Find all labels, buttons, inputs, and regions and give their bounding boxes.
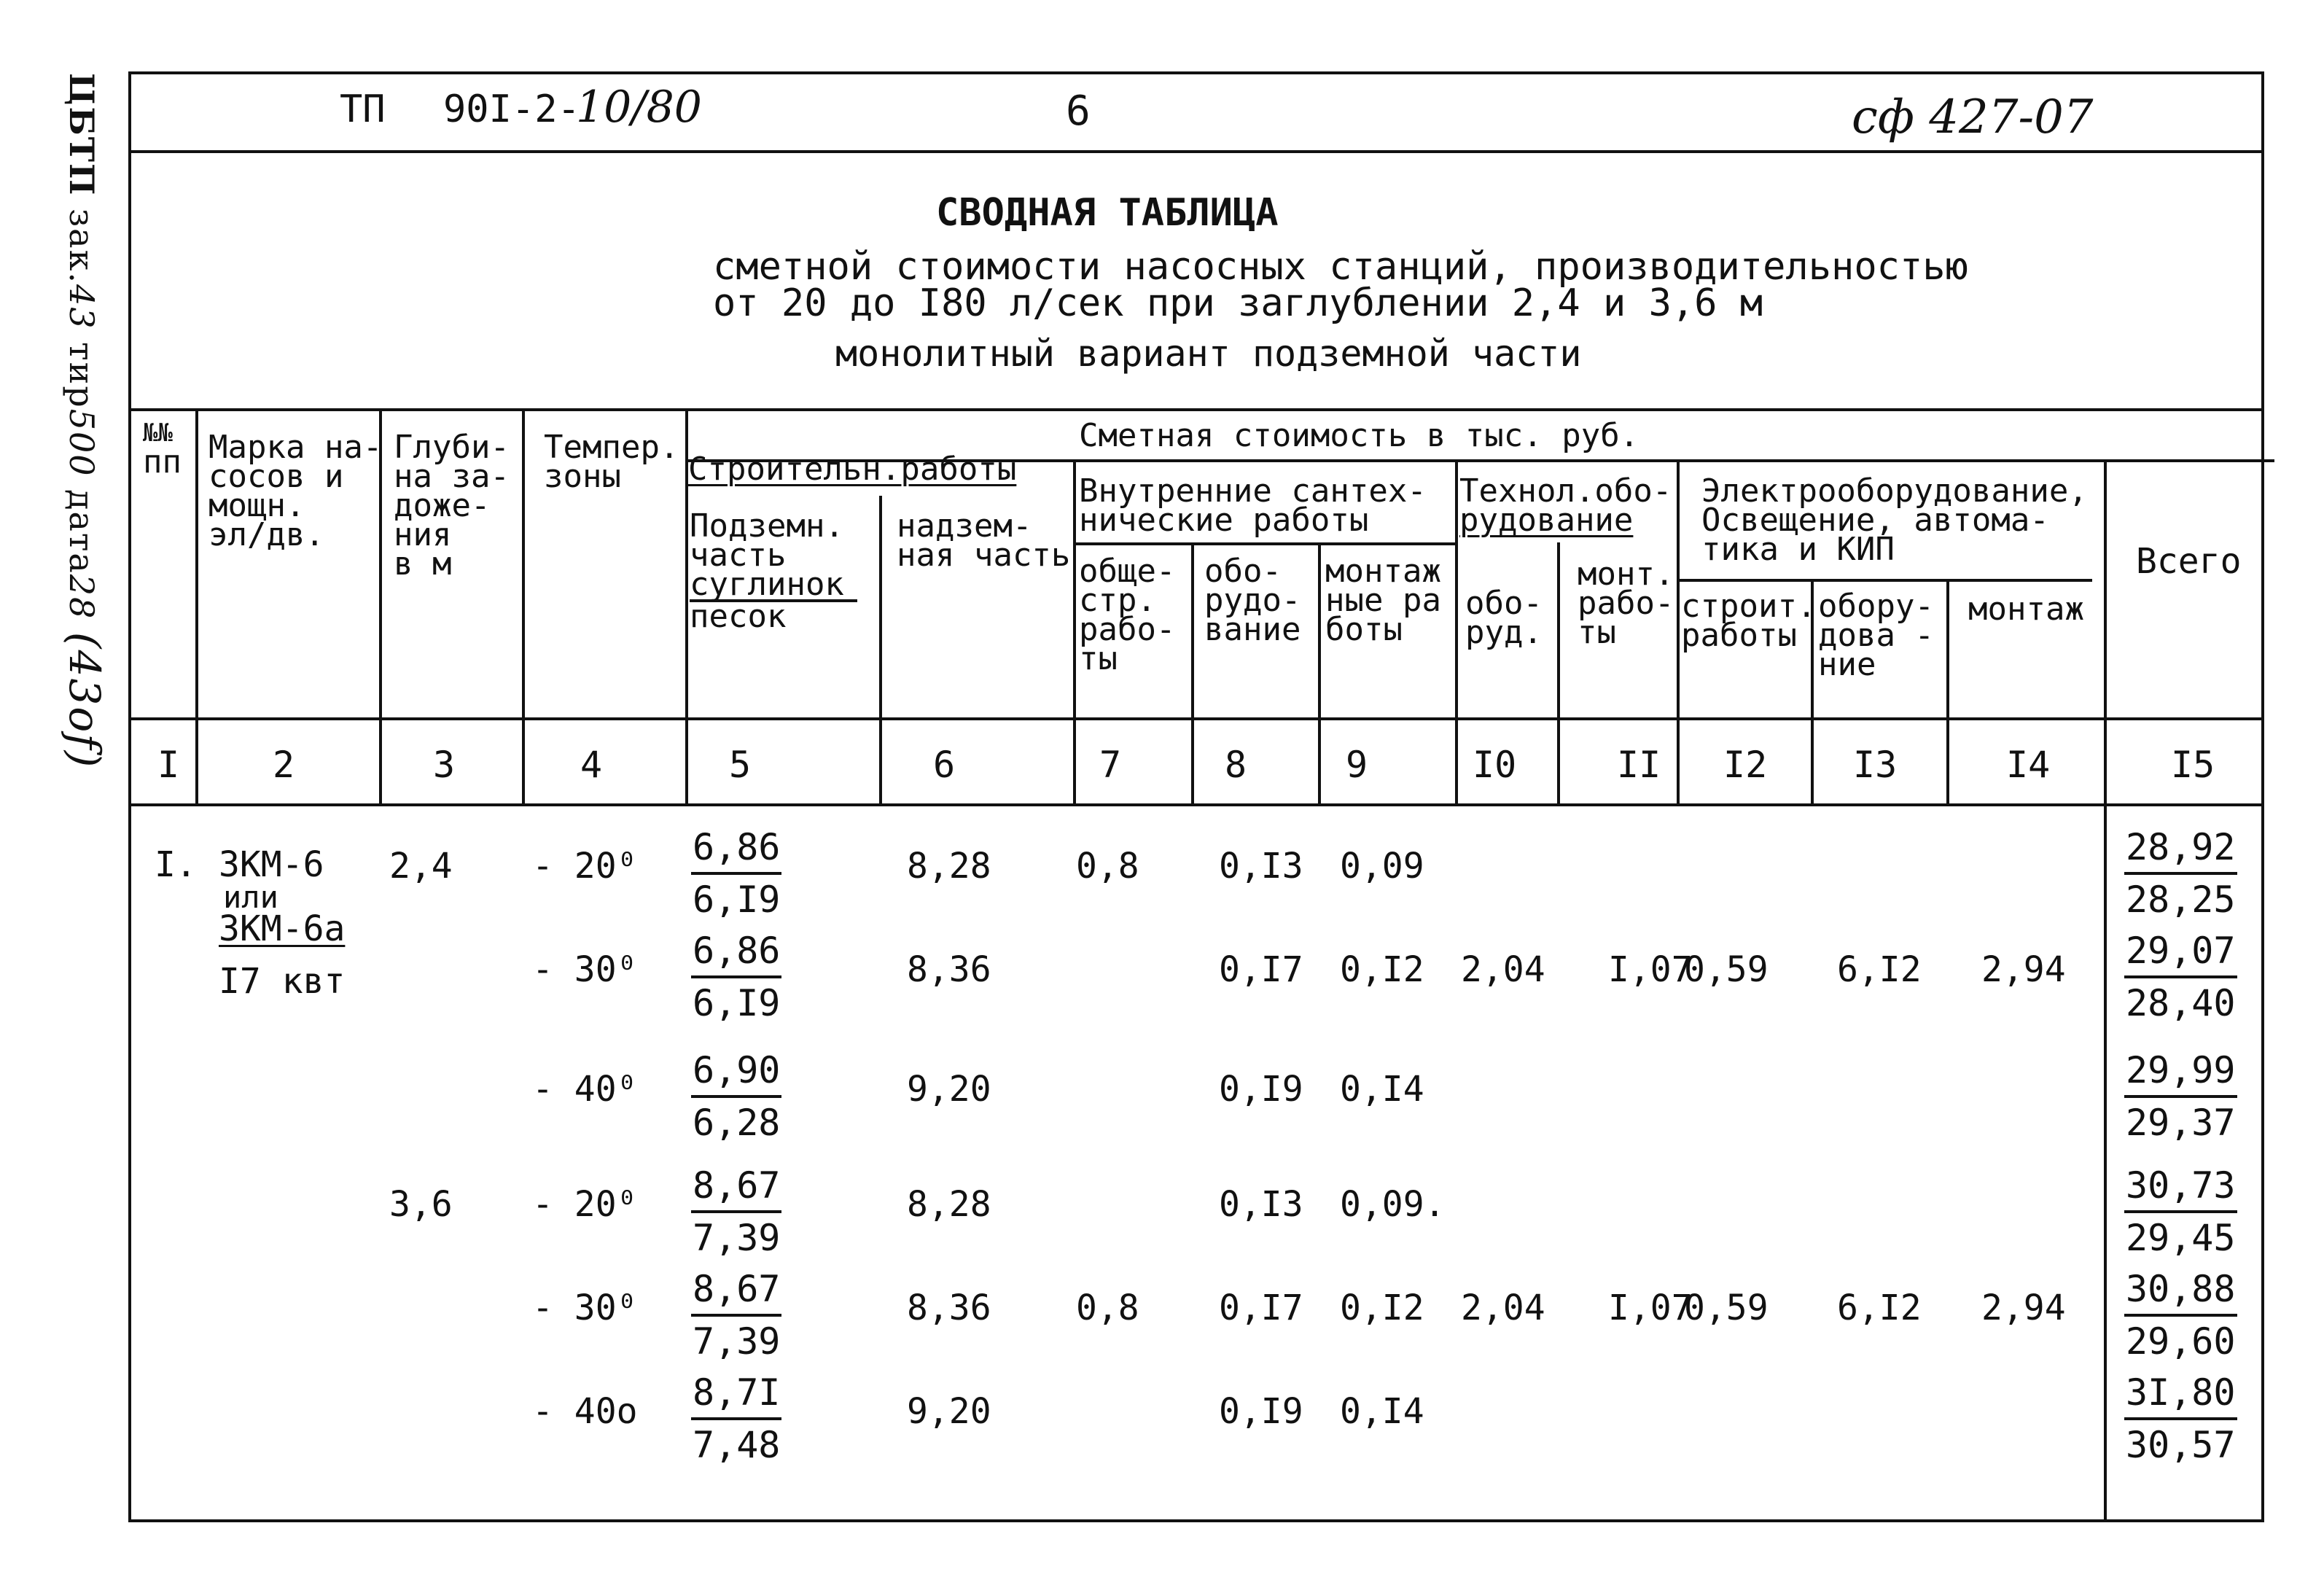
aboveground-cell: 8,28	[907, 846, 991, 887]
series-handwritten: 10/80	[576, 82, 702, 133]
total-cost-cell-top: 30,73	[2124, 1165, 2237, 1213]
header-underground: Подземн. часть суглинок песок	[690, 512, 857, 631]
colnum-5: 5	[729, 744, 752, 786]
header-gen-constr: обще- стр. рабо- ты	[1079, 553, 1176, 677]
sanitary-equip-cell: 0,I7	[1219, 1288, 1303, 1328]
page-number: 6	[1066, 87, 1091, 135]
side-date: 28	[62, 574, 101, 620]
electro-constr-cell: 0,59	[1684, 949, 1769, 990]
total-cost-cell	[2124, 1050, 2237, 1143]
colnum-14: I4	[2006, 744, 2051, 786]
side-date-label: дата	[62, 489, 101, 575]
title-line-3: монолитный вариант подземной части	[835, 332, 1582, 375]
total-cost-cell-top: 3I,80	[2124, 1372, 2237, 1420]
document-code: сф 427-07	[1852, 90, 2094, 144]
aboveground-cell: 8,36	[907, 949, 991, 990]
colnum-10: I0	[1473, 744, 1517, 786]
row-group-number: I.	[155, 844, 197, 885]
aboveground-cell: 8,28	[907, 1184, 991, 1225]
tech-equip-cell: 2,04	[1461, 949, 1545, 990]
header-depth: Глуби- на за- доже- ния в м	[394, 429, 510, 583]
tech-install-cell: I,07	[1608, 949, 1693, 990]
underground-cost-cell-bottom: 7,39	[693, 1320, 781, 1363]
underground-cost-cell	[691, 1165, 781, 1258]
underground-cost-cell-top: 8,67	[691, 1165, 781, 1213]
col-line-10	[1557, 542, 1560, 803]
col-line-6	[1073, 459, 1076, 803]
header-brand: Марка на- сосов и мощн. эл/дв.	[208, 429, 383, 553]
underground-cost-cell	[691, 827, 781, 920]
total-cost-cell-top: 29,07	[2124, 930, 2237, 978]
colnum-1: I	[157, 744, 180, 786]
series-printed: 90I-2-	[443, 87, 580, 131]
divider-top	[128, 150, 2264, 153]
temp-zone-cell: - 20⁰	[532, 1184, 638, 1225]
pump-brand-1: ЗКМ-6	[219, 844, 324, 885]
header-no: №№ пп	[143, 418, 182, 480]
underground-cost-cell-top: 8,7I	[691, 1372, 781, 1420]
header-total: Всего	[2136, 541, 2242, 582]
header-install-14: монтаж	[1968, 591, 2084, 628]
total-cost-cell-bottom: 30,57	[2126, 1424, 2236, 1466]
colnum-12: I2	[1723, 744, 1768, 786]
sanitary-install-cell: 0,I2	[1340, 1288, 1424, 1328]
sanitary-equip-cell: 0,I3	[1219, 846, 1303, 887]
aboveground-cell: 8,36	[907, 1288, 991, 1328]
motor-power: I7 квт	[219, 961, 346, 1002]
header-constr-12: строит. работы	[1681, 588, 1817, 654]
electro-equip-cell: 6,I2	[1837, 1288, 1922, 1328]
col-line-9	[1455, 459, 1458, 803]
header-construction: Строительн.работы	[688, 451, 1017, 488]
header-electro: Электрооборудование, Освещение, автома- тика и КИП	[1701, 472, 2088, 568]
side-note	[60, 73, 109, 768]
underground-cost-cell	[691, 1050, 781, 1143]
underground-cost-cell-top: 8,67	[691, 1269, 781, 1317]
underground-cost-cell-top: 6,86	[691, 930, 781, 978]
sanitary-install-cell: 0,09	[1340, 846, 1424, 887]
side-run-no: 500	[62, 408, 101, 478]
total-cost-cell-bottom: 29,37	[2126, 1102, 2236, 1144]
sanitary-install-cell: 0,09.	[1340, 1184, 1446, 1225]
col-line-14	[2104, 459, 2107, 1522]
side-extra: (43of)	[60, 631, 109, 769]
depth-cell: 2,4	[389, 846, 453, 887]
tech-install-cell: I,07	[1608, 1288, 1693, 1328]
tech-equip-cell: 2,04	[1461, 1288, 1545, 1328]
total-cost-cell	[2124, 1372, 2237, 1465]
side-order-label: зак.	[62, 209, 101, 284]
temp-zone-cell: - 30⁰	[532, 949, 638, 990]
sanitary-equip-cell: 0,I3	[1219, 1184, 1303, 1225]
colnum-11: II	[1617, 744, 1661, 786]
temp-zone-cell: - 40⁰	[532, 1069, 638, 1110]
electro-underline	[1677, 579, 2092, 582]
underground-cost-cell	[691, 1372, 781, 1465]
underground-cost-cell-bottom: 6,28	[693, 1102, 781, 1144]
temp-zone-cell: - 40о	[532, 1391, 638, 1432]
side-order-no: 43	[62, 284, 101, 330]
underground-cost-cell-bottom: 7,39	[693, 1217, 781, 1259]
underground-cost-cell-top: 6,86	[691, 827, 781, 875]
underground-cost-cell-bottom: 7,48	[693, 1424, 781, 1466]
electro-install-cell: 2,94	[1981, 1288, 2066, 1328]
header-install-9: монтаж ные ра боты	[1325, 553, 1441, 648]
sanitary-install-cell: 0,I4	[1340, 1069, 1424, 1110]
col-line-7	[1191, 542, 1194, 803]
colnum-4: 4	[580, 744, 603, 786]
aboveground-cell: 9,20	[907, 1069, 991, 1110]
side-stamp: ЦБТП	[62, 73, 101, 197]
sanitary-equip-cell: 0,I9	[1219, 1391, 1303, 1432]
total-cost-cell	[2124, 827, 2237, 920]
depth-cell: 3,6	[389, 1184, 453, 1225]
header-bottom-border	[128, 717, 2264, 720]
sanitary-install-cell: 0,I4	[1340, 1391, 1424, 1432]
total-cost-cell	[2124, 930, 2237, 1024]
header-cost: Сметная стоимость в тыс. руб.	[1079, 417, 1639, 454]
sanitary-underline	[1076, 542, 1455, 545]
colnum-3: 3	[433, 744, 456, 786]
sanitary-equip-cell: 0,I9	[1219, 1069, 1303, 1110]
tp-label: ТП	[340, 87, 386, 131]
gen-constr-cell: 0,8	[1076, 1288, 1139, 1328]
sanitary-install-cell: 0,I2	[1340, 949, 1424, 990]
electro-equip-cell: 6,I2	[1837, 949, 1922, 990]
header-equip-13: обору- дова - ние	[1818, 588, 1934, 683]
pump-brand-2: ЗКМ-6а	[219, 908, 346, 949]
electro-install-cell: 2,94	[1981, 949, 2066, 990]
colnum-bottom-border	[128, 803, 2264, 806]
colnum-2: 2	[273, 744, 295, 786]
underground-cost-cell-top: 6,90	[691, 1050, 781, 1098]
total-cost-cell-top: 30,88	[2124, 1269, 2237, 1317]
header-sanitary: Внутренние сантех- нические работы	[1079, 472, 1427, 539]
header-tech-equipment: Технол.обо- рудование	[1459, 472, 1672, 539]
table-title: СВОДНАЯ ТАБЛИЦА	[936, 191, 1279, 235]
underground-cost-cell-bottom: 6,I9	[693, 982, 781, 1024]
aboveground-cell: 9,20	[907, 1391, 991, 1432]
temp-zone-cell: - 30⁰	[532, 1288, 638, 1328]
total-cost-cell	[2124, 1165, 2237, 1258]
underground-cost-cell	[691, 1269, 781, 1362]
title-line-1: сметной стоимости насосных станций, производительностью	[713, 245, 1968, 289]
colnum-9: 9	[1346, 744, 1368, 786]
underground-cost-cell-bottom: 6,I9	[693, 879, 781, 921]
total-cost-cell-bottom: 28,25	[2126, 879, 2236, 921]
total-cost-cell-bottom: 29,60	[2126, 1320, 2236, 1363]
electro-constr-cell: 0,59	[1684, 1288, 1769, 1328]
header-install-11: монт. рабо- ты	[1578, 556, 1674, 651]
col-line-5	[879, 496, 882, 803]
colnum-13: I3	[1853, 744, 1898, 786]
col-line-3	[522, 408, 525, 803]
colnum-7: 7	[1099, 744, 1122, 786]
total-cost-cell-top: 28,92	[2124, 827, 2237, 875]
side-run-label: тир	[62, 342, 101, 409]
col-line-13	[1946, 579, 1949, 803]
total-cost-cell-bottom: 29,45	[2126, 1217, 2236, 1259]
total-cost-cell-bottom: 28,40	[2126, 982, 2236, 1024]
colnum-6: 6	[933, 744, 956, 786]
col-line-8	[1318, 542, 1321, 803]
total-cost-cell	[2124, 1269, 2237, 1362]
colnum-15: I5	[2171, 744, 2215, 786]
temp-zone-cell: - 20⁰	[532, 846, 638, 887]
table-top-border	[128, 408, 2264, 411]
colnum-8: 8	[1225, 744, 1247, 786]
header-aboveground: надзем- ная часть	[897, 507, 1071, 574]
title-line-2: от 20 до I80 л/сек при заглублении 2,4 и 3,6 м	[713, 281, 1763, 325]
underground-cost-cell	[691, 930, 781, 1024]
header-temp: Темпер. зоны	[544, 429, 679, 495]
pump-brand-or: или	[223, 879, 278, 915]
col-line-1	[195, 408, 198, 803]
col-line-11	[1677, 459, 1680, 803]
header-equip-10: обо- руд.	[1465, 585, 1543, 651]
gen-constr-cell: 0,8	[1076, 846, 1139, 887]
total-cost-cell-top: 29,99	[2124, 1050, 2237, 1098]
sanitary-equip-cell: 0,I7	[1219, 949, 1303, 990]
header-equipment-8: обо- рудо- вание	[1204, 553, 1301, 648]
